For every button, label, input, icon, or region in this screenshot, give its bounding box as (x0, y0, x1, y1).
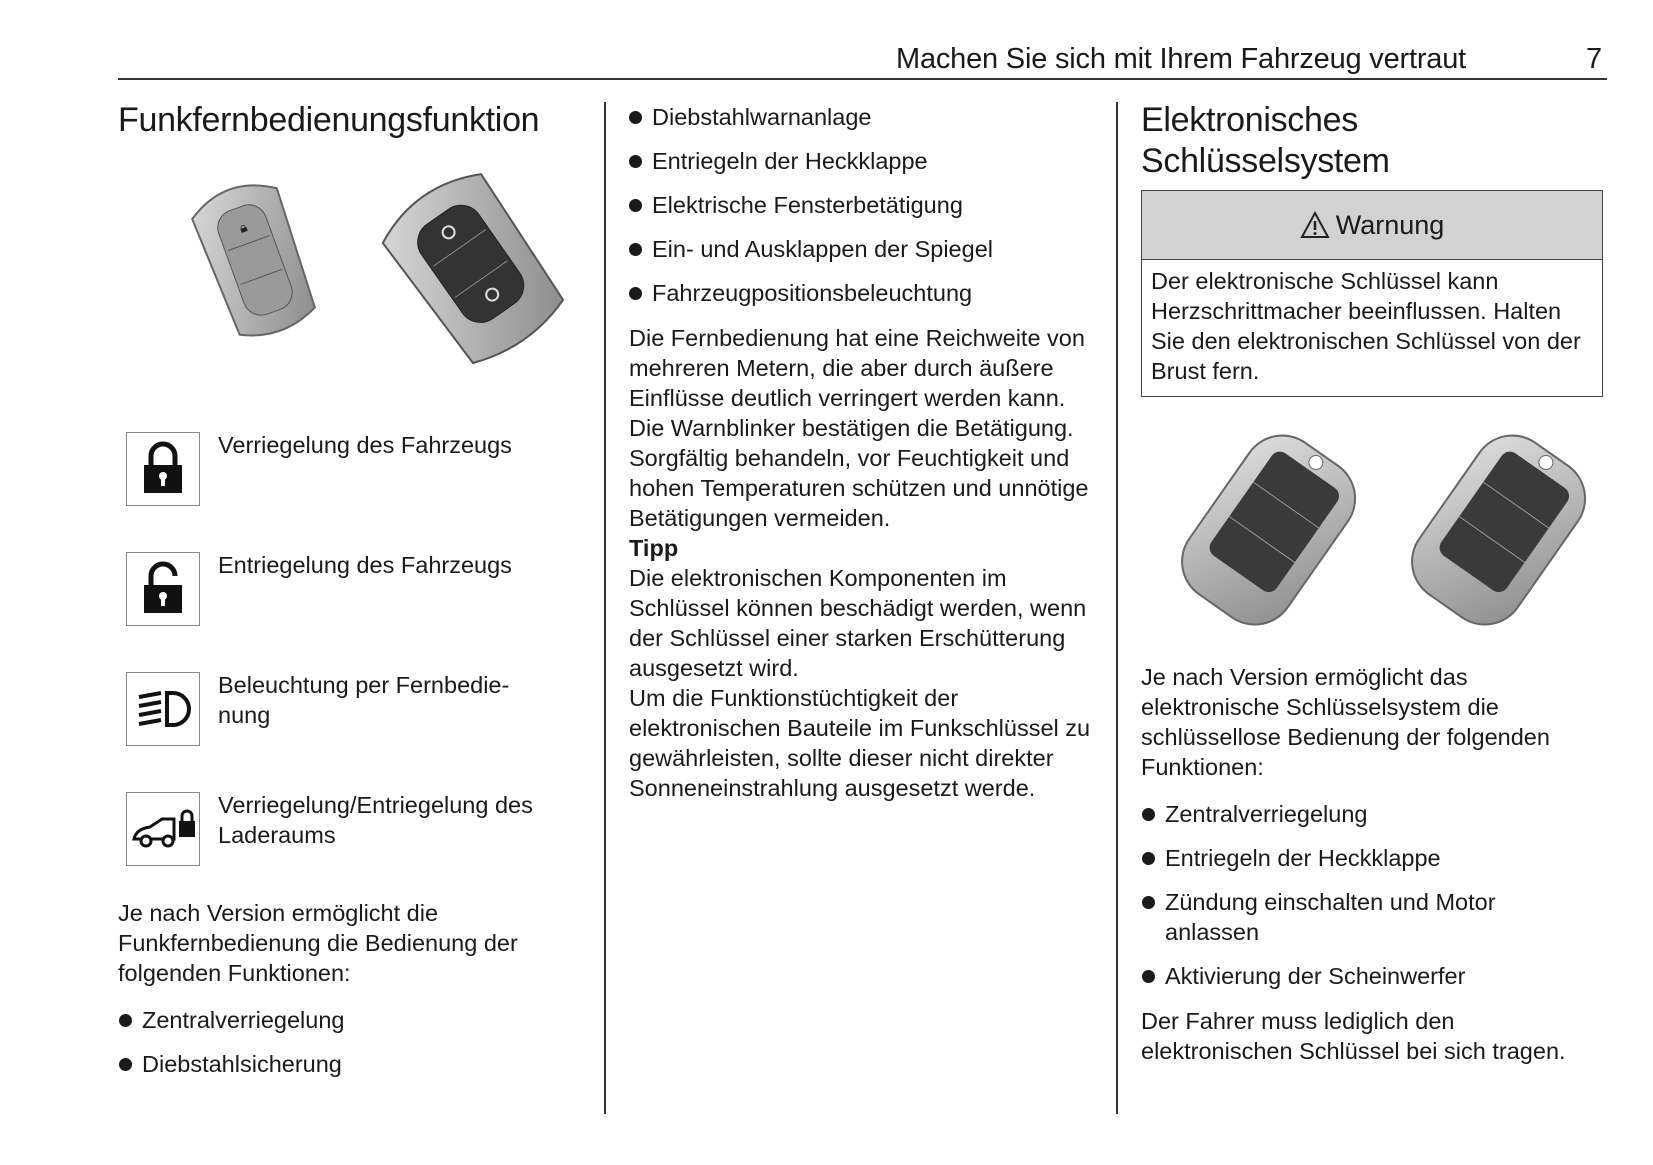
right-bullet-list (1141, 799, 1601, 1005)
left-intro-text: Je nach Version ermöglicht die Funkfernbedienung die Bedienung der folgenden Funktionen: (118, 900, 518, 986)
list-item: Zentralverriegelung (118, 1005, 578, 1035)
lock-closed-icon (126, 432, 200, 506)
list-item: Diebstahlwarnanlage (628, 102, 1088, 132)
flip-keys-illustration (1170, 428, 1610, 628)
smart-keys-illustration (185, 170, 585, 370)
warning-text: Der elektronische Schlüssel kann Herzschrittmacher beeinflussen. Halten Sie den elektronischen Schlüssel von der Brust fern. (1151, 268, 1581, 384)
hazard-paragraph: Die Warnblinker bestätigen die Betätigung. (629, 415, 1074, 441)
column-divider-left (604, 102, 606, 1114)
page-number: 7 (1586, 43, 1603, 75)
legend-label-lock: Verriegelung des Fahrzeugs (218, 432, 512, 458)
legend-label-lighting: Beleuchtung per Fernbedie- nung (218, 672, 510, 728)
tip-paragraph-shock: Die elektronischen Komponenten im Schlüssel können beschädigt werden, wenn der Schlüssel einer starken Erschütterung ausgesetzt wird. (629, 565, 1087, 681)
lock-open-icon (126, 552, 200, 626)
header-rule (118, 78, 1607, 80)
list-item: Zündung einschalten und Motor anlassen (1141, 887, 1601, 947)
legend-label-cargo: Verriegelung/Entriegelung des Laderaums (218, 792, 533, 848)
warning-header (1142, 191, 1602, 260)
list-item: Entriegeln der Heckklappe (1141, 843, 1601, 873)
list-item: Ein- und Ausklappen der Spiegel (628, 234, 1088, 264)
right-closing-text: Der Fahrer muss lediglich den elektronischen Schlüssel bei sich tragen. (1141, 1008, 1566, 1064)
running-header: Machen Sie sich mit Ihrem Fahrzeug vertraut (895, 43, 1466, 75)
list-item: Elektrische Fensterbetätigung (628, 190, 1088, 220)
warning-box (1141, 190, 1603, 397)
tip-label: Tipp (629, 535, 679, 561)
headlight-icon (126, 672, 200, 746)
tip-paragraph-sun: Um die Funktionstüchtigkeit der elektronischen Bauteile im Funkschlüssel zu gewährleisten, sollte dieser nicht direkter Sonneneinstrahlung ausgesetzt werde. (629, 685, 1091, 801)
left-bullet-list (118, 1005, 578, 1093)
car-trunk-lock-icon (126, 792, 200, 866)
warning-title: Warnung (1335, 209, 1445, 240)
list-item: Zentralverriegelung (1141, 799, 1601, 829)
care-paragraph: Sorgfältig behandeln, vor Feuchtigkeit und hohen Temperaturen schützen und unnötige Betätigungen vermeiden. (629, 445, 1089, 531)
warning-triangle-icon (1300, 211, 1330, 239)
list-item: Aktivierung der Scheinwerfer (1141, 961, 1601, 991)
legend-label-unlock: Entriegelung des Fahrzeugs (218, 552, 512, 578)
list-item: Diebstahlsicherung (118, 1049, 578, 1079)
middle-bullet-list (628, 102, 1088, 322)
section-heading-remote: Funkfernbedienungsfunktion (118, 101, 540, 139)
column-divider-right (1116, 102, 1118, 1114)
section-heading-electronic-key: Elektronisches Schlüsselsystem (1141, 101, 1390, 180)
list-item: Fahrzeugpositionsbeleuchtung (628, 278, 1088, 308)
middle-body (629, 323, 1094, 803)
range-paragraph: Die Fernbedienung hat eine Reichweite von mehreren Metern, die aber durch äußere Einflüsse deutlich verringert werden kann. (629, 325, 1085, 411)
list-item: Entriegeln der Heckklappe (628, 146, 1088, 176)
svg-text:🔒︎: 🔒︎ (236, 218, 250, 236)
right-intro-text: Je nach Version ermöglicht das elektronische Schlüsselsystem die schlüssellose Bedienung der folgenden Funktionen: (1141, 664, 1550, 780)
